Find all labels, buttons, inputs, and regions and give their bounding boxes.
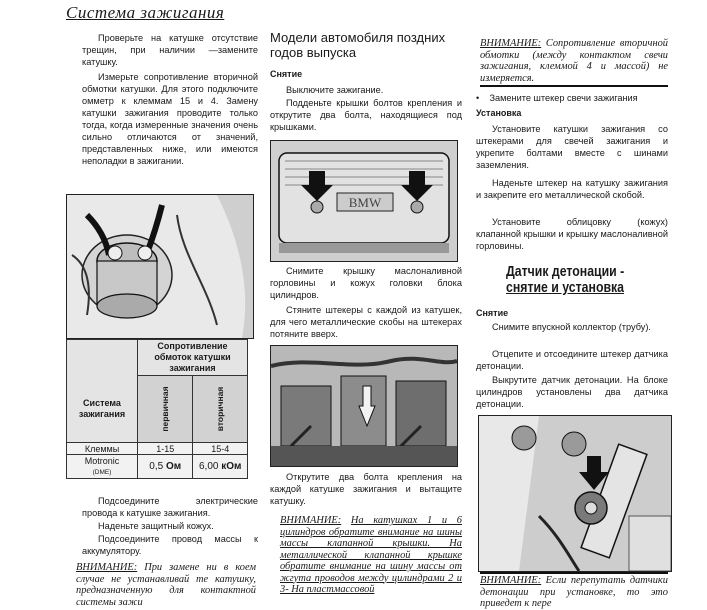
- bmw-label: BMW: [348, 195, 382, 210]
- paragraph: Выкрутите датчик детонации. На блоке цилиндров установлены два датчика детонации.: [476, 375, 668, 409]
- paragraph: Стяните штекеры с каждой из катушек, для чего металлические скобы на штекерах потяните вверх.: [270, 305, 462, 339]
- section-title: Система зажигания: [66, 3, 225, 22]
- subheading: Снятие: [270, 69, 303, 79]
- warning-note: ВНИМАНИЕ: На катушках 1 и 6 цилиндров обратите внимание на шины массы клапанной крышки. На металлической клапанной крышке обратите внимание на шину массы от жгута проводов между цилиндрами 2 и 3- На пластмассовой: [280, 515, 462, 595]
- table-row-label-header: Система зажигания: [67, 376, 138, 443]
- paragraph: Открутите два болта крепления на каждой катушке зажигания и вытащите катушку.: [270, 472, 462, 506]
- table-cell: 6,00 кОм: [193, 455, 248, 479]
- paragraph: Снимите крышку маслоналивной горловины и кожух головки блока цилиндров.: [270, 266, 462, 300]
- paragraph: Снимите впускной коллектор (трубу).: [492, 322, 651, 332]
- bullet-item: • Замените штекер свечи зажигания: [476, 93, 638, 103]
- paragraph: Измерьте сопротивление вторичной обмотки катушки. Для этого подключите омметр к клеммам 15 и 4. Замену катушки зажигания проводите только тогда, когда измеренные значения очень сильно отличаются от значений, представленных ниже, или имеются неполадки в зажигании.: [82, 72, 258, 166]
- paragraph: Проверьте на катушке отсутствие трещин, при наличии —замените катушку.: [82, 33, 258, 67]
- table-cell: 0,5 Ом: [138, 455, 193, 479]
- table-col-secondary: вторичная: [215, 386, 226, 432]
- engine-coils-figure: [270, 345, 458, 467]
- resistance-table: [66, 339, 248, 479]
- knock-sensor-figure: [478, 415, 672, 572]
- section-title: Модели автомобиля поздних годов выпуска: [270, 30, 446, 60]
- ignition-coil-figure: [66, 194, 254, 339]
- table-cell: 15-4: [193, 443, 248, 455]
- paragraph: Наденьте штекер на катушку зажигания и закрепите его металлической скобой.: [476, 178, 668, 200]
- valve-cover-figure: [270, 140, 458, 262]
- paragraph: Отцепите и отсоедините штекер датчика детонации.: [476, 349, 668, 371]
- paragraph: Наденьте защитный кожух.: [98, 521, 214, 531]
- paragraph: Установите катушки зажигания со штекерами для свечей зажигания и укрепите болтами вместе с шинами заземления.: [476, 124, 668, 170]
- table-col-primary: первичная: [160, 386, 171, 432]
- bullet-icon: •: [476, 93, 490, 103]
- paragraph: Подсоедините провод массы к аккумулятору.: [82, 534, 258, 556]
- warning-note: ВНИМАНИЕ: Сопротивление вторичной обмотки (между контактом свечи зажигания, клеммой 4 и массой) не измеряется.: [480, 38, 668, 87]
- table-cell: Motronic (DME): [67, 455, 138, 479]
- subheading: Снятие: [476, 308, 509, 318]
- warning-note: ВНИМАНИЕ: При замене ни в коем случае не устанавливай те катушку, предназначенную для контактной системы зажи: [76, 562, 256, 608]
- section-title: Датчик детонации - снятие и установка: [506, 263, 625, 296]
- paragraph: Установите облицовку (кожух) клапанной крышки и крышку маслоналивной горловины.: [476, 217, 668, 251]
- paragraph: Подсоедините электрические провода к катушке зажигания.: [82, 496, 258, 518]
- subheading: Установка: [476, 108, 522, 118]
- table-cell: Клеммы: [67, 443, 138, 455]
- table-cell: 1-15: [138, 443, 193, 455]
- paragraph: Выключите зажигание.: [286, 85, 384, 95]
- paragraph: Подденьте крышки болтов крепления и открутите два болта, находящиеся под крышками.: [270, 98, 462, 132]
- table-header: Сопротивление обмоток катушки зажигания: [138, 340, 248, 376]
- warning-note: ВНИМАНИЕ: Если перепутать датчики детонации при установке, то это приведет к пере: [480, 572, 668, 610]
